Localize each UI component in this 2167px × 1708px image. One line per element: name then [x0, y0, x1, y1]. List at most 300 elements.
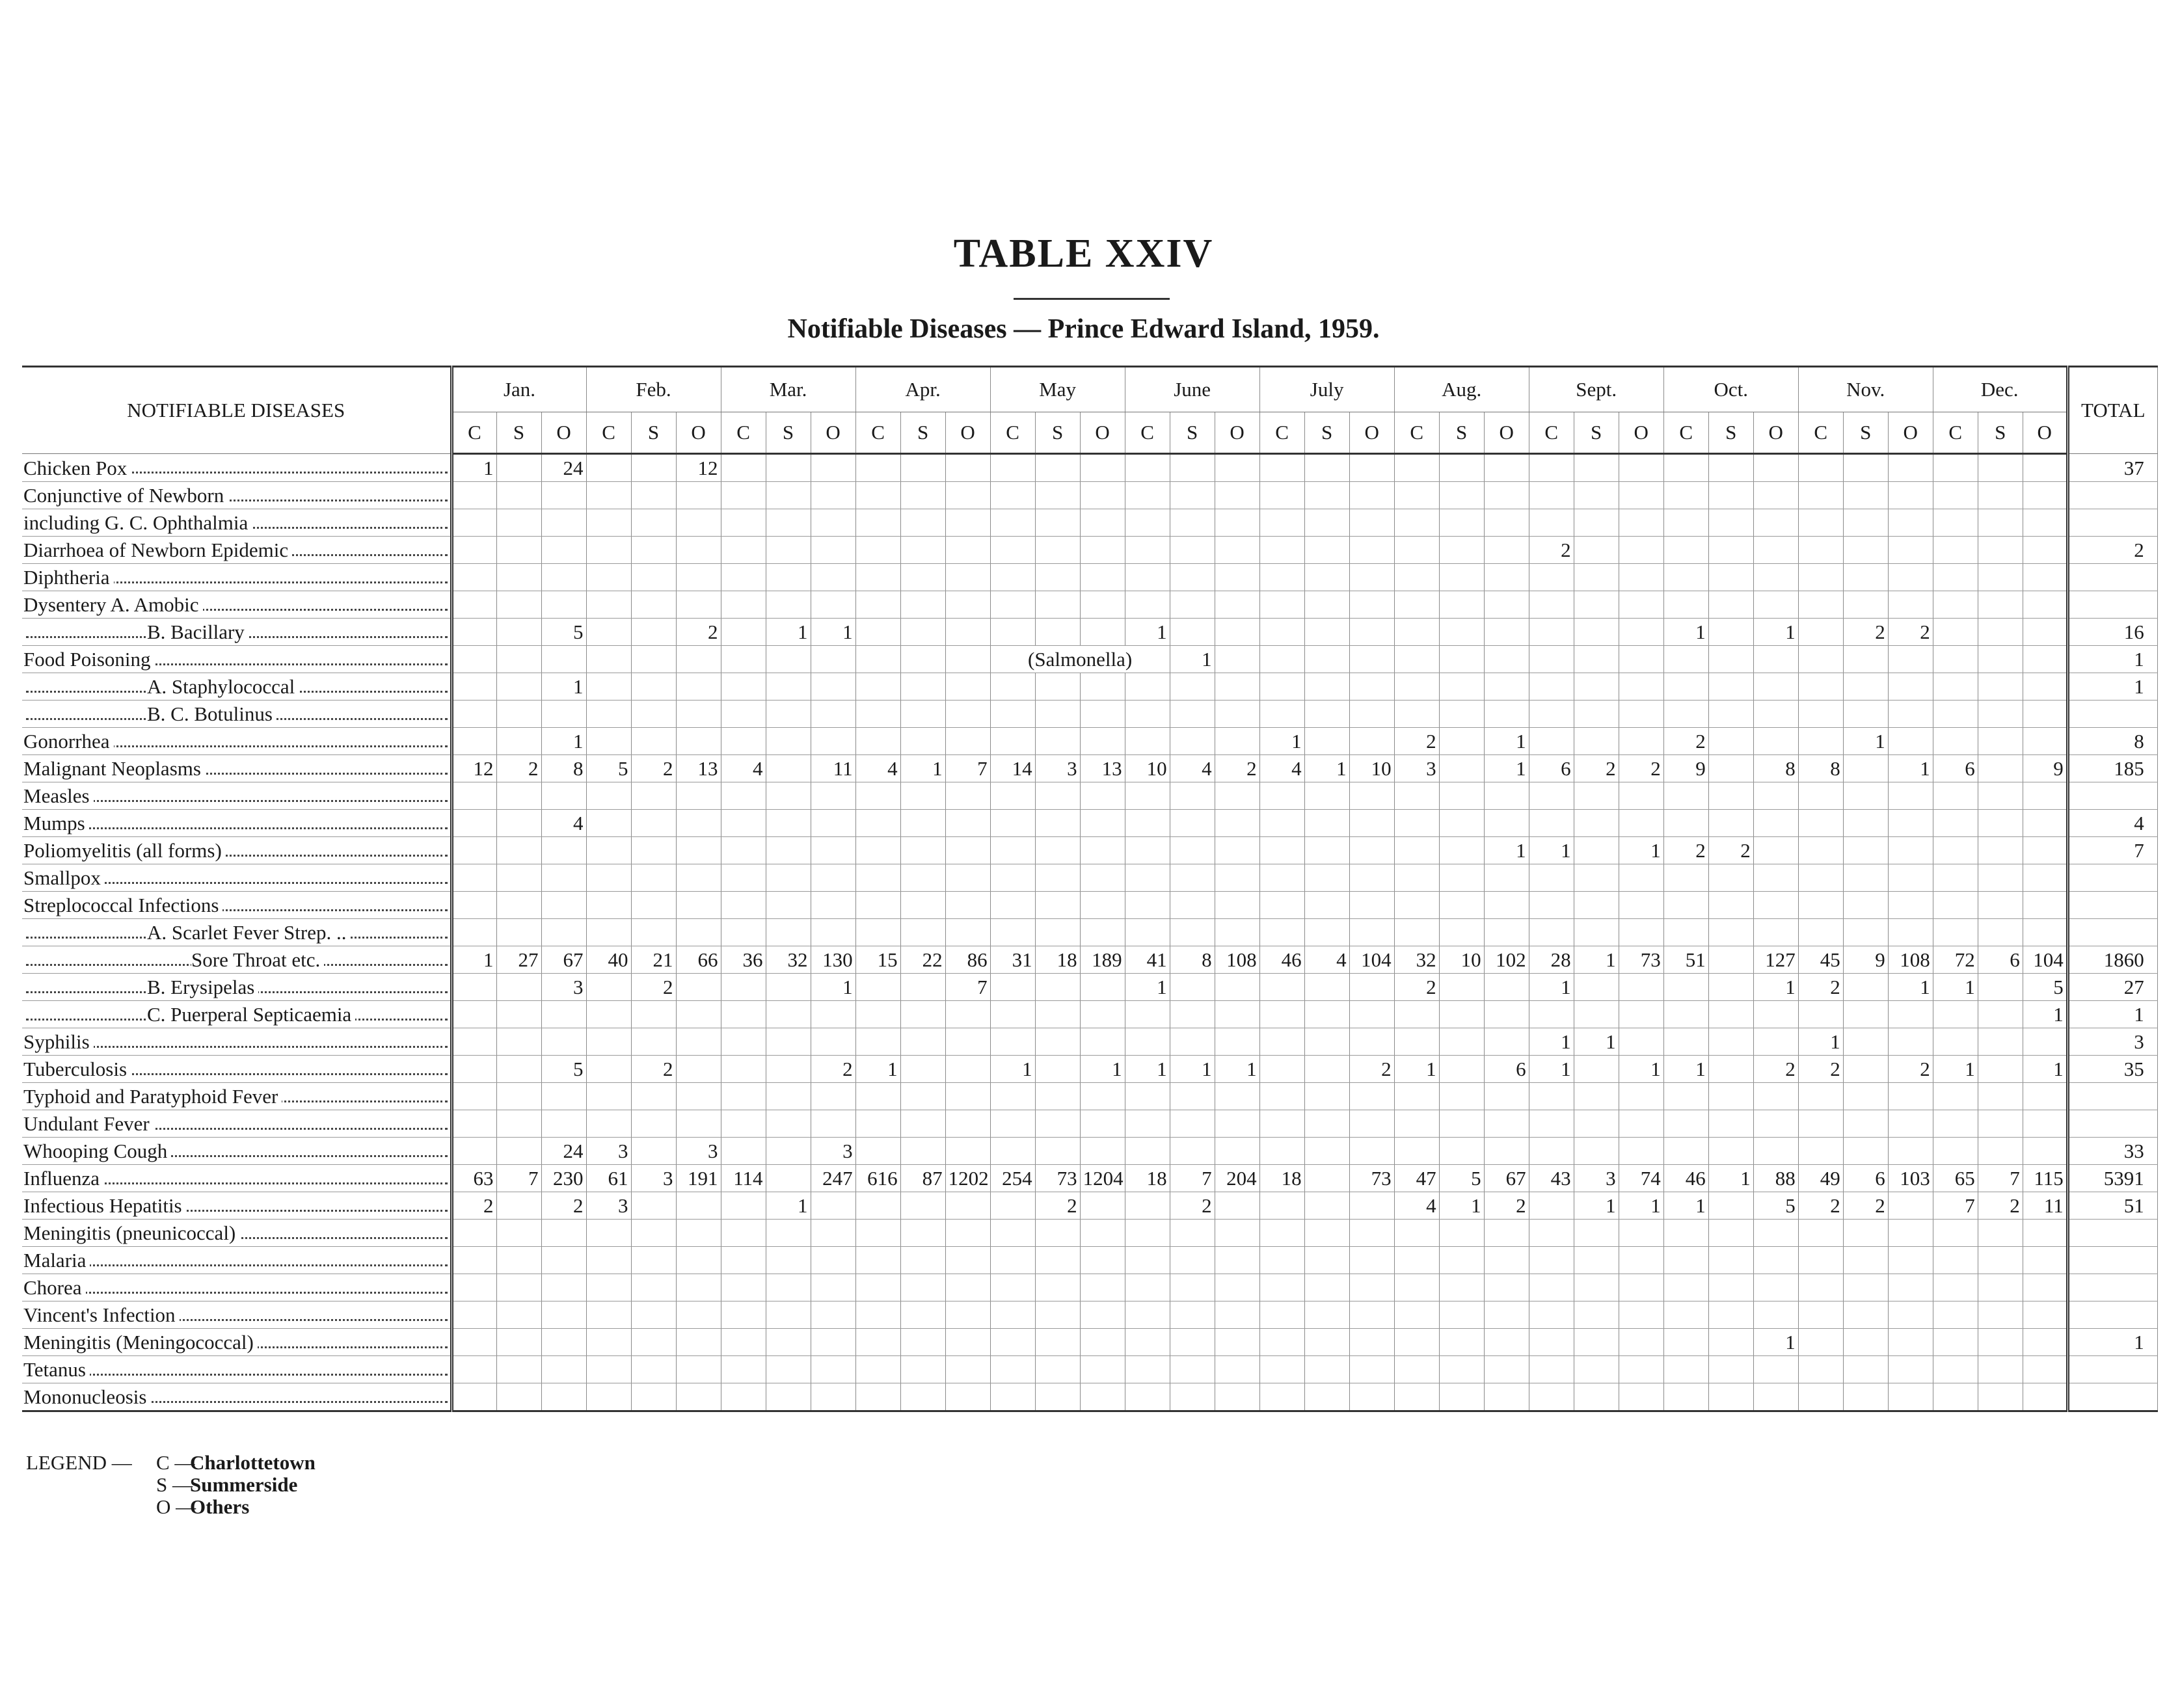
- table-cell: [1035, 1056, 1080, 1083]
- table-cell: 2: [1394, 974, 1439, 1001]
- table-cell: [1798, 1083, 1843, 1110]
- table-cell: [631, 1356, 676, 1383]
- table-cell: [1708, 673, 1753, 701]
- table-cell: 103: [1888, 1165, 1933, 1192]
- column-header-subcolumn: S: [1708, 412, 1753, 454]
- table-cell: [1663, 864, 1708, 892]
- table-cell: 7: [1978, 1165, 2023, 1192]
- table-cell: 2: [1035, 1192, 1080, 1220]
- table-cell: 13: [1080, 755, 1125, 782]
- table-cell: [900, 537, 945, 564]
- table-cell: [900, 1220, 945, 1247]
- table-cell: [631, 509, 676, 537]
- table-cell: [1484, 591, 1529, 619]
- table-cell-total: [2067, 864, 2157, 892]
- table-cell: 14: [990, 755, 1035, 782]
- table-cell: [1663, 1301, 1708, 1329]
- table-cell: [1349, 1247, 1394, 1274]
- table-cell: [631, 1247, 676, 1274]
- table-cell: [1349, 1329, 1394, 1356]
- column-header-subcolumn: C: [1663, 412, 1708, 454]
- table-cell: [451, 1247, 496, 1274]
- table-cell: 7: [945, 755, 990, 782]
- table-cell: 2: [631, 755, 676, 782]
- table-cell: [496, 919, 541, 946]
- table-cell: [1978, 810, 2023, 837]
- table-cell: [1439, 646, 1484, 673]
- table-cell: [1394, 509, 1439, 537]
- table-cell: [811, 919, 855, 946]
- table-cell: [1619, 564, 1663, 591]
- table-cell: [586, 673, 631, 701]
- table-cell: [451, 974, 496, 1001]
- table-cell: [541, 564, 586, 591]
- table-cell: 7: [496, 1165, 541, 1192]
- table-cell: [900, 1329, 945, 1356]
- table-cell: [1035, 591, 1080, 619]
- table-cell: [1394, 892, 1439, 919]
- table-cell: [1304, 537, 1349, 564]
- table-cell: 1: [1888, 755, 1933, 782]
- disease-name: [22, 591, 451, 619]
- table-cell: [1035, 673, 1080, 701]
- table-cell: [1215, 537, 1259, 564]
- disease-name: [22, 1001, 451, 1028]
- table-cell: [631, 482, 676, 509]
- table-cell: [900, 1138, 945, 1165]
- table-cell: [1888, 1220, 1933, 1247]
- table-cell: [1843, 1356, 1888, 1383]
- table-cell: [1349, 591, 1394, 619]
- table-cell: 45: [1798, 946, 1843, 974]
- table-cell-total: [2067, 1083, 2157, 1110]
- table-cell: [451, 1028, 496, 1056]
- table-cell: [1304, 1301, 1349, 1329]
- table-cell: 1: [1619, 1192, 1663, 1220]
- table-cell: 4: [1304, 946, 1349, 974]
- table-cell: [811, 673, 855, 701]
- table-cell: [1619, 482, 1663, 509]
- table-cell: [811, 646, 855, 673]
- table-cell: [586, 1301, 631, 1329]
- table-cell: [1753, 782, 1798, 810]
- table-cell: [1888, 1138, 1933, 1165]
- table-cell: [631, 537, 676, 564]
- table-cell: [451, 673, 496, 701]
- table-cell: [945, 1110, 990, 1138]
- table-cell: [586, 1083, 631, 1110]
- table-row: [22, 919, 2157, 946]
- table-cell: [631, 454, 676, 482]
- table-cell: [586, 782, 631, 810]
- table-cell: [1349, 1274, 1394, 1301]
- table-row: [22, 782, 2157, 810]
- table-cell: 1: [855, 1056, 900, 1083]
- table-cell: [2023, 564, 2067, 591]
- table-cell: 7: [1933, 1192, 1978, 1220]
- table-cell: 1: [1663, 1192, 1708, 1220]
- table-cell: [1215, 564, 1259, 591]
- disease-label: Conjunctive of Newborn: [23, 484, 228, 507]
- table-cell: [1215, 1192, 1259, 1220]
- table-cell: [496, 1356, 541, 1383]
- table-row: [22, 454, 2157, 482]
- table-cell: [1574, 810, 1619, 837]
- table-cell: [1394, 810, 1439, 837]
- table-cell: 2: [1888, 1056, 1933, 1083]
- table-cell: [2023, 810, 2067, 837]
- table-cell: [2023, 1329, 2067, 1356]
- table-cell: 2: [1170, 1192, 1215, 1220]
- table-cell: [1888, 646, 1933, 673]
- table-cell: [1080, 509, 1125, 537]
- table-cell: [1304, 701, 1349, 728]
- table-cell: [945, 1056, 990, 1083]
- table-cell: [1933, 537, 1978, 564]
- table-cell: [900, 1083, 945, 1110]
- table-cell: [1259, 1056, 1304, 1083]
- table-cell: [1170, 1028, 1215, 1056]
- table-cell: [811, 1083, 855, 1110]
- table-cell: [1574, 1001, 1619, 1028]
- table-cell: [855, 1274, 900, 1301]
- table-cell: 2: [1708, 837, 1753, 864]
- table-cell: [586, 892, 631, 919]
- table-cell: [1619, 1329, 1663, 1356]
- disease-label: Food Poisoning: [23, 648, 155, 671]
- table-header-months: [22, 367, 2157, 412]
- table-cell: [721, 482, 766, 509]
- table-cell: [855, 1301, 900, 1329]
- disease-name: [22, 1138, 451, 1165]
- table-cell: 1: [900, 755, 945, 782]
- table-cell: [900, 919, 945, 946]
- table-cell: [1439, 1056, 1484, 1083]
- table-cell: 7: [945, 974, 990, 1001]
- table-row: [22, 946, 2157, 974]
- table-row: [22, 755, 2157, 782]
- table-cell-total: 1: [2067, 646, 2157, 673]
- table-cell: [1439, 974, 1484, 1001]
- table-cell: [1259, 537, 1304, 564]
- table-cell: [1349, 1192, 1394, 1220]
- table-cell: [541, 837, 586, 864]
- table-cell: [1170, 701, 1215, 728]
- table-cell: [1798, 837, 1843, 864]
- table-cell: [1215, 646, 1259, 673]
- table-cell: [1259, 1329, 1304, 1356]
- table-cell: 2: [496, 755, 541, 782]
- table-cell: 21: [631, 946, 676, 974]
- table-cell-total: 4: [2067, 810, 2157, 837]
- column-header-month: Aug.: [1394, 367, 1529, 412]
- table-cell: [721, 509, 766, 537]
- table-cell: [1933, 1110, 1978, 1138]
- table-cell: [811, 1274, 855, 1301]
- disease-label: A. Staphylococcal: [147, 675, 299, 698]
- table-row: [22, 1110, 2157, 1138]
- table-cell: [1215, 509, 1259, 537]
- table-cell: [766, 892, 811, 919]
- table-cell: 47: [1394, 1165, 1439, 1192]
- table-cell: [1619, 1083, 1663, 1110]
- table-cell: 1: [1080, 1056, 1125, 1083]
- table-cell: 115: [2023, 1165, 2067, 1192]
- table-cell: [1125, 864, 1170, 892]
- table-cell: [1978, 1110, 2023, 1138]
- table-cell: [1708, 919, 1753, 946]
- column-header-month: Jan.: [451, 367, 586, 412]
- table-cell: [1349, 619, 1394, 646]
- table-cell: [1529, 1274, 1574, 1301]
- table-cell: [900, 1001, 945, 1028]
- table-cell: [1843, 1001, 1888, 1028]
- table-cell: 1: [811, 619, 855, 646]
- table-cell: 1: [1484, 837, 1529, 864]
- table-cell: [1349, 509, 1394, 537]
- table-cell: [1439, 482, 1484, 509]
- disease-name: [22, 1110, 451, 1138]
- table-cell: [1978, 755, 2023, 782]
- table-cell: [2023, 782, 2067, 810]
- table-cell: [1619, 974, 1663, 1001]
- table-cell: [1394, 1356, 1439, 1383]
- table-cell: 49: [1798, 1165, 1843, 1192]
- table-cell: [1439, 1220, 1484, 1247]
- column-header-subcolumn: C: [990, 412, 1035, 454]
- table-cell: [855, 1247, 900, 1274]
- table-cell: [1394, 591, 1439, 619]
- disease-name: [22, 1083, 451, 1110]
- table-cell: 5: [2023, 974, 2067, 1001]
- table-cell-total: 5391: [2067, 1165, 2157, 1192]
- table-cell: [1753, 837, 1798, 864]
- table-cell: [855, 728, 900, 755]
- table-cell: [676, 1083, 721, 1110]
- table-row: [22, 1247, 2157, 1274]
- table-cell: [1394, 864, 1439, 892]
- table-cell: [1933, 1329, 1978, 1356]
- table-cell: [1753, 864, 1798, 892]
- table-cell: [1978, 591, 2023, 619]
- table-cell: [1619, 864, 1663, 892]
- table-cell: [1663, 810, 1708, 837]
- table-cell: [1304, 673, 1349, 701]
- table-cell: [451, 619, 496, 646]
- table-cell: 2: [1843, 1192, 1888, 1220]
- table-cell: [2023, 1356, 2067, 1383]
- table-cell: 41: [1125, 946, 1170, 974]
- table-cell: [1843, 591, 1888, 619]
- table-cell: 4: [855, 755, 900, 782]
- table-cell: [1978, 1028, 2023, 1056]
- legend-code: O —: [156, 1495, 196, 1518]
- table-cell: 74: [1619, 1165, 1663, 1192]
- table-cell: [900, 864, 945, 892]
- table-cell: [945, 1083, 990, 1110]
- table-cell: [631, 1274, 676, 1301]
- table-cell: [451, 1383, 496, 1411]
- table-cell: [1439, 1383, 1484, 1411]
- table-cell: [766, 919, 811, 946]
- legend-row: [26, 1496, 316, 1518]
- table-cell: [676, 1110, 721, 1138]
- table-cell: [1978, 1247, 2023, 1274]
- table-cell: [811, 1383, 855, 1411]
- table-cell: [1259, 564, 1304, 591]
- table-cell: [945, 537, 990, 564]
- table-cell: [1574, 728, 1619, 755]
- table-cell: [721, 564, 766, 591]
- table-cell: [1574, 782, 1619, 810]
- table-cell: [451, 1329, 496, 1356]
- table-cell: [811, 892, 855, 919]
- table-cell: 36: [721, 946, 766, 974]
- table-cell: 2: [1978, 1192, 2023, 1220]
- table-cell: [721, 1028, 766, 1056]
- column-header-subcolumn: O: [945, 412, 990, 454]
- table-cell: [855, 537, 900, 564]
- column-header-month: Dec.: [1933, 367, 2067, 412]
- table-cell: [1394, 1083, 1439, 1110]
- table-cell: [1035, 537, 1080, 564]
- table-cell: [676, 646, 721, 673]
- legend-text: Others: [190, 1495, 250, 1518]
- legend: [26, 1452, 316, 1518]
- table-cell: [1304, 1247, 1349, 1274]
- table-cell: [1663, 1247, 1708, 1274]
- table-cell: [451, 1356, 496, 1383]
- table-cell: [1843, 1220, 1888, 1247]
- table-cell-total: [2067, 564, 2157, 591]
- table-cell: [1753, 564, 1798, 591]
- table-cell: [1798, 454, 1843, 482]
- table-cell: [1484, 509, 1529, 537]
- table-cell: 67: [541, 946, 586, 974]
- table-cell: [1663, 591, 1708, 619]
- table-cell: [945, 1356, 990, 1383]
- table-row: [22, 1001, 2157, 1028]
- table-cell: 73: [1619, 946, 1663, 974]
- table-cell: [1529, 564, 1574, 591]
- table-cell: [1753, 919, 1798, 946]
- table-cell-total: 16: [2067, 619, 2157, 646]
- table-cell: [1708, 1274, 1753, 1301]
- table-cell: [1574, 1110, 1619, 1138]
- table-row: [22, 974, 2157, 1001]
- table-cell: [1663, 782, 1708, 810]
- table-cell: [990, 1138, 1035, 1165]
- table-cell: 22: [900, 946, 945, 974]
- table-cell: [766, 701, 811, 728]
- table-cell: [1708, 1001, 1753, 1028]
- table-cell: [1529, 619, 1574, 646]
- table-cell: [1394, 1301, 1439, 1329]
- table-cell-total: 35: [2067, 1056, 2157, 1083]
- table-cell: [541, 864, 586, 892]
- table-cell: [2023, 837, 2067, 864]
- table-cell: [1798, 728, 1843, 755]
- table-cell: [1529, 1383, 1574, 1411]
- table-cell: [676, 1220, 721, 1247]
- table-cell: [855, 810, 900, 837]
- table-cell: [766, 864, 811, 892]
- table-cell: 1: [1439, 1192, 1484, 1220]
- table-cell: [1349, 864, 1394, 892]
- table-cell: [1080, 701, 1125, 728]
- table-cell: [1529, 454, 1574, 482]
- table-cell: [496, 1383, 541, 1411]
- table-cell: [586, 1274, 631, 1301]
- table-cell: [1843, 755, 1888, 782]
- table-cell: [2023, 646, 2067, 673]
- table-cell: [990, 619, 1035, 646]
- table-row: [22, 864, 2157, 892]
- column-header-month: Nov.: [1798, 367, 1933, 412]
- table-cell: [1259, 1383, 1304, 1411]
- table-cell: [1529, 1001, 1574, 1028]
- table-cell: [1394, 454, 1439, 482]
- table-cell: 63: [451, 1165, 496, 1192]
- disease-name: [22, 1301, 451, 1329]
- table-cell: [631, 1192, 676, 1220]
- table-cell: [1619, 1274, 1663, 1301]
- table-cell: [1349, 728, 1394, 755]
- column-header-subcolumn: C: [1125, 412, 1170, 454]
- table-cell-total: [2067, 1220, 2157, 1247]
- table-cell: 2: [1753, 1056, 1798, 1083]
- table-cell: [990, 701, 1035, 728]
- table-cell: 4: [1394, 1192, 1439, 1220]
- table-cell: 5: [1753, 1192, 1798, 1220]
- table-cell: [1978, 646, 2023, 673]
- table-cell: [1888, 564, 1933, 591]
- table-cell: 11: [811, 755, 855, 782]
- table-cell: [631, 1028, 676, 1056]
- table-cell: [496, 454, 541, 482]
- table-cell: [766, 974, 811, 1001]
- table-cell: [766, 1028, 811, 1056]
- table-cell: [631, 782, 676, 810]
- table-cell: [1978, 837, 2023, 864]
- table-cell: [541, 1083, 586, 1110]
- table-cell: [1753, 1356, 1798, 1383]
- table-cell: [1304, 1220, 1349, 1247]
- table-cell: [541, 1301, 586, 1329]
- column-header-subcolumn: S: [1439, 412, 1484, 454]
- table-cell: [1663, 1028, 1708, 1056]
- table-cell: [1349, 701, 1394, 728]
- table-cell: [1080, 454, 1125, 482]
- table-row: [22, 1138, 2157, 1165]
- table-cell: [451, 591, 496, 619]
- table-cell: [1125, 1138, 1170, 1165]
- table-cell: 46: [1663, 1165, 1708, 1192]
- column-header-month: July: [1259, 367, 1394, 412]
- table-cell: [1619, 919, 1663, 946]
- table-cell: [1170, 537, 1215, 564]
- table-cell: [1439, 1301, 1484, 1329]
- disease-name: [22, 919, 451, 946]
- table-cell: [1125, 564, 1170, 591]
- table-cell: [945, 1138, 990, 1165]
- table-cell: [1574, 1247, 1619, 1274]
- table-cell: [676, 482, 721, 509]
- table-cell: [1259, 1356, 1304, 1383]
- table-cell: [631, 701, 676, 728]
- table-cell: [451, 837, 496, 864]
- table-cell: [1259, 482, 1304, 509]
